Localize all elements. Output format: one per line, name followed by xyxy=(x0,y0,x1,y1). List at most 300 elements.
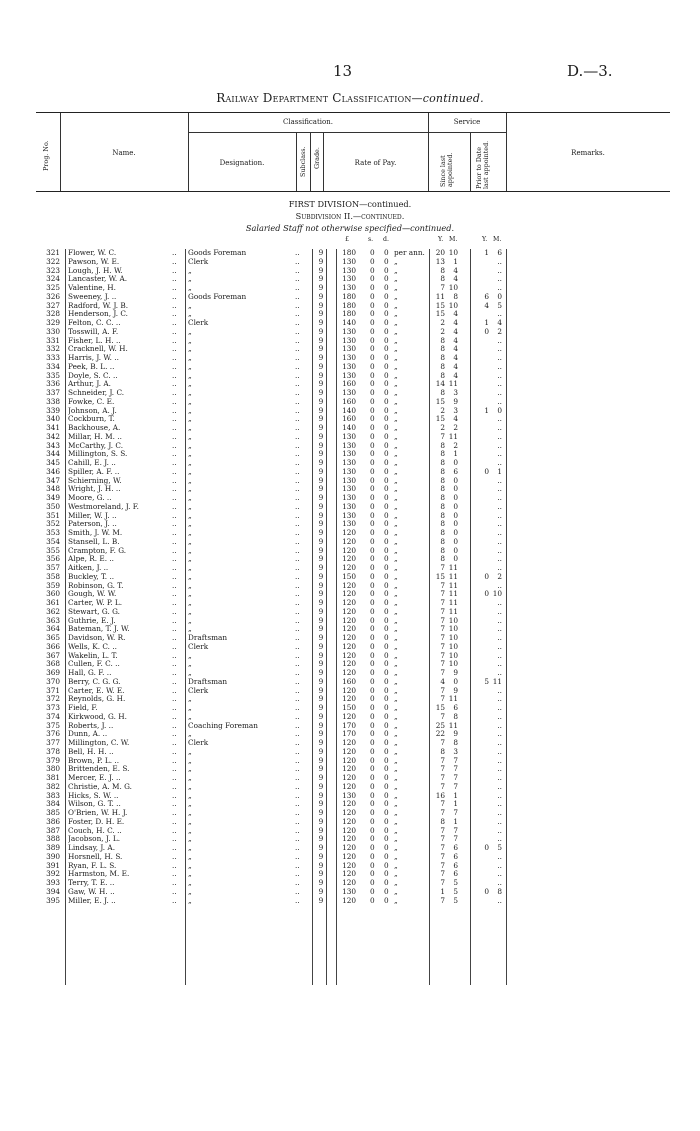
name-cell: Stansell, L. B. xyxy=(68,537,120,546)
leader-dots: .. xyxy=(172,816,177,826)
leader-dots: .. xyxy=(295,633,300,642)
since-years-cell: 8 xyxy=(440,344,445,354)
pay-shillings-cell: 0 xyxy=(370,790,375,800)
pay-pounds-cell: 120 xyxy=(342,668,356,677)
designation-cell: „ xyxy=(188,589,192,599)
since-months-cell: 6 xyxy=(453,860,458,870)
grade-cell: 9 xyxy=(318,860,324,870)
designation-cell: „ xyxy=(188,353,192,362)
table-header xyxy=(36,112,670,192)
prior-months-cell: .. xyxy=(497,659,502,669)
leader-dots: .. xyxy=(172,738,177,747)
leader-dots: .. xyxy=(295,536,300,546)
since-months-cell: 10 xyxy=(448,283,458,292)
since-years-cell: 7 xyxy=(440,563,445,572)
pay-pounds-cell: 120 xyxy=(342,895,356,905)
pay-period-cell: „ xyxy=(394,738,398,747)
prior-months-cell: .. xyxy=(497,475,502,485)
name-cell: Miller, E. J. .. xyxy=(68,896,116,905)
pay-period-cell: „ xyxy=(394,659,398,669)
pay-period-cell: „ xyxy=(394,536,398,546)
name-cell: Doyle, S. C. .. xyxy=(68,371,118,380)
unit-years: Y. xyxy=(438,236,444,243)
leader-dots: .. xyxy=(172,300,177,310)
since-months-cell: 6 xyxy=(453,466,458,476)
leader-dots: .. xyxy=(172,615,177,625)
pay-pounds-cell: 120 xyxy=(342,536,356,546)
pay-period-cell: „ xyxy=(394,440,398,450)
name-cell: Hicks, S. W. .. xyxy=(68,791,119,800)
pay-pounds-cell: 120 xyxy=(342,878,356,887)
since-years-cell: 8 xyxy=(440,388,445,397)
designation-cell: „ xyxy=(188,746,192,756)
pay-pounds-cell: 130 xyxy=(342,475,356,485)
pay-period-cell: „ xyxy=(394,878,398,887)
pay-pence-cell: 0 xyxy=(384,773,389,782)
pay-pounds-cell: 130 xyxy=(342,265,356,275)
prior-months-cell: .. xyxy=(497,606,502,616)
since-years-cell: 8 xyxy=(440,335,445,345)
name-cell: Horsnell, H. S. xyxy=(68,852,123,861)
prior-months-cell: .. xyxy=(497,458,502,467)
since-months-cell: 10 xyxy=(448,300,458,310)
prog-no-cell: 360 xyxy=(46,589,60,599)
leader-dots: .. xyxy=(295,598,300,607)
prior-months-cell: .. xyxy=(497,501,502,511)
name-cell: Bateman, T. J. W. xyxy=(68,625,130,634)
since-months-cell: 4 xyxy=(453,370,458,380)
name-cell: Berry, C. G. G. xyxy=(68,677,121,686)
pay-pence-cell: 0 xyxy=(384,344,389,354)
since-years-cell: 7 xyxy=(440,764,445,774)
pay-shillings-cell: 0 xyxy=(370,379,375,389)
name-cell: Harris, J. W. .. xyxy=(68,354,119,362)
designation-cell: „ xyxy=(188,615,192,625)
since-years-cell: 7 xyxy=(440,650,445,660)
name-cell: Smith, J. W. M. xyxy=(68,529,123,537)
prior-months-cell: .. xyxy=(497,641,502,651)
since-years-cell: 2 xyxy=(440,423,445,432)
prior-months-cell: .. xyxy=(497,379,502,389)
since-months-cell: 3 xyxy=(453,388,458,397)
pay-period-cell: „ xyxy=(394,729,398,739)
since-years-cell: 8 xyxy=(440,353,445,362)
pay-pence-cell: 0 xyxy=(384,283,389,292)
pay-pounds-cell: 170 xyxy=(342,729,356,739)
prog-no-cell: 352 xyxy=(46,519,60,529)
name-cell: Mercer, E. J. .. xyxy=(68,774,121,782)
leader-dots: .. xyxy=(295,326,300,336)
pay-pence-cell: 0 xyxy=(384,493,389,502)
leader-dots: .. xyxy=(295,869,300,879)
leader-dots: .. xyxy=(172,361,177,371)
name-cell: O'Brien, W. H. J. xyxy=(68,809,128,817)
pay-shillings-cell: 0 xyxy=(370,764,375,774)
since-years-cell: 7 xyxy=(440,878,445,887)
leader-dots: .. xyxy=(295,799,300,809)
col-prior-to-date: Prior to Date last appointed. xyxy=(475,140,490,189)
pay-pence-cell: 0 xyxy=(384,633,389,642)
pay-pounds-cell: 120 xyxy=(342,808,356,817)
prior-months-cell: .. xyxy=(497,414,502,424)
leader-dots: .. xyxy=(172,493,177,502)
pay-pounds-cell: 130 xyxy=(342,519,356,529)
prior-months-cell: 5 xyxy=(497,300,502,310)
pay-pence-cell: 0 xyxy=(384,379,389,389)
leader-dots: .. xyxy=(172,869,177,879)
pay-shillings-cell: 0 xyxy=(370,834,375,844)
pay-pence-cell: 0 xyxy=(384,291,389,301)
leader-dots: .. xyxy=(172,886,177,896)
prior-months-cell: .. xyxy=(497,668,502,677)
pay-pounds-cell: 120 xyxy=(342,641,356,651)
pay-pounds-cell: 130 xyxy=(342,326,356,336)
leader-dots: .. xyxy=(172,388,177,397)
since-months-cell: 4 xyxy=(453,414,458,424)
leader-dots: .. xyxy=(172,781,177,791)
name-cell: Reynolds, G. H. xyxy=(68,695,126,704)
since-years-cell: 7 xyxy=(440,895,445,905)
pay-pence-cell: 0 xyxy=(384,816,389,826)
leader-dots: .. xyxy=(295,589,300,599)
designation-cell: „ xyxy=(188,563,192,572)
pay-pence-cell: 0 xyxy=(384,615,389,625)
leader-dots: .. xyxy=(172,274,177,284)
pay-pence-cell: 0 xyxy=(384,851,389,861)
pay-shillings-cell: 0 xyxy=(370,265,375,275)
since-years-cell: 7 xyxy=(440,869,445,879)
leader-dots: .. xyxy=(172,860,177,870)
grade-cell: 9 xyxy=(318,335,324,345)
prior-months-cell: .. xyxy=(497,493,502,502)
designation-cell: „ xyxy=(188,370,192,380)
staff-table-body xyxy=(0,249,700,905)
prog-no-cell: 323 xyxy=(46,265,60,275)
leader-dots: .. xyxy=(172,790,177,800)
pay-period-cell: „ xyxy=(394,528,398,537)
since-months-cell: 10 xyxy=(448,633,458,642)
designation-cell: „ xyxy=(188,484,192,494)
pay-pounds-cell: 180 xyxy=(342,309,356,319)
name-cell: Lindsay, J. A. xyxy=(68,844,116,852)
prog-no-cell: 354 xyxy=(46,536,60,546)
pay-period-cell: „ xyxy=(394,746,398,756)
leader-dots: .. xyxy=(295,694,300,704)
pay-pounds-cell: 130 xyxy=(342,361,356,371)
pay-pounds-cell: 150 xyxy=(342,703,356,712)
prior-months-cell: .. xyxy=(497,694,502,704)
since-months-cell: 1 xyxy=(453,256,458,266)
leader-dots: .. xyxy=(172,633,177,642)
prog-no-cell: 388 xyxy=(46,834,60,844)
pay-pounds-cell: 120 xyxy=(342,843,356,852)
pay-period-cell: „ xyxy=(394,431,398,441)
leader-dots: .. xyxy=(172,668,177,677)
leader-dots: .. xyxy=(295,878,300,887)
pay-shillings-cell: 0 xyxy=(370,808,375,817)
pay-pence-cell: 0 xyxy=(384,370,389,380)
table-title-main: Railway Department Classification xyxy=(216,91,412,105)
pay-period-cell: „ xyxy=(394,860,398,870)
prog-no-cell: 328 xyxy=(46,309,60,319)
since-months-cell: 0 xyxy=(453,484,458,494)
prog-no-cell: 333 xyxy=(46,353,60,362)
since-years-cell: 15 xyxy=(435,300,445,310)
prior-months-cell: .. xyxy=(497,790,502,800)
col-rate-of-pay: Rate of Pay. xyxy=(354,159,397,167)
since-years-cell: 8 xyxy=(440,475,445,485)
prior-years-cell: 5 xyxy=(484,676,489,686)
prior-months-cell: .. xyxy=(497,554,502,564)
leader-dots: .. xyxy=(172,318,177,327)
since-months-cell: 8 xyxy=(453,711,458,721)
prior-months-cell: .. xyxy=(497,703,502,712)
col-designation: Designation. xyxy=(219,159,265,167)
pay-pence-cell: 0 xyxy=(384,423,389,432)
prog-no-cell: 366 xyxy=(46,641,60,651)
pay-pence-cell: 0 xyxy=(384,335,389,345)
since-years-cell: 8 xyxy=(440,554,445,564)
pay-pounds-cell: 120 xyxy=(342,598,356,607)
pay-shillings-cell: 0 xyxy=(370,501,375,511)
grade-cell: 9 xyxy=(318,274,324,284)
pay-pence-cell: 0 xyxy=(384,729,389,739)
pay-period-cell: „ xyxy=(394,615,398,625)
since-months-cell: 0 xyxy=(453,458,458,467)
leader-dots: .. xyxy=(295,309,300,319)
leader-dots: .. xyxy=(295,501,300,511)
leader-dots: .. xyxy=(172,641,177,651)
prog-no-cell: 324 xyxy=(46,274,60,284)
since-years-cell: 25 xyxy=(435,720,445,730)
designation-cell: Clerk xyxy=(188,685,209,695)
pay-shillings-cell: 0 xyxy=(370,659,375,669)
grade-cell: 9 xyxy=(318,326,324,336)
pay-pounds-cell: 120 xyxy=(342,528,356,537)
prior-months-cell: .. xyxy=(497,431,502,441)
pay-pounds-cell: 130 xyxy=(342,431,356,441)
pay-pence-cell: 0 xyxy=(384,711,389,721)
designation-cell: „ xyxy=(188,869,192,879)
grade-cell: 9 xyxy=(318,598,324,607)
prog-no-cell: 359 xyxy=(46,580,60,590)
grade-cell: 9 xyxy=(318,851,324,861)
prior-months-cell: .. xyxy=(497,834,502,844)
since-years-cell: 8 xyxy=(440,361,445,371)
since-months-cell: 0 xyxy=(453,676,458,686)
pay-shillings-cell: 0 xyxy=(370,370,375,380)
designation-cell: Coaching Foreman xyxy=(188,720,258,730)
rule xyxy=(470,132,471,191)
pay-pence-cell: 0 xyxy=(384,895,389,905)
prog-no-cell: 368 xyxy=(46,659,60,669)
pay-period-cell: „ xyxy=(394,685,398,695)
leader-dots: .. xyxy=(295,431,300,441)
pay-period-cell: „ xyxy=(394,256,398,266)
since-months-cell: 1 xyxy=(453,790,458,800)
designation-cell: „ xyxy=(188,668,192,677)
since-months-cell: 4 xyxy=(453,309,458,319)
pay-shillings-cell: 0 xyxy=(370,606,375,616)
pay-period-cell: „ xyxy=(394,265,398,275)
since-years-cell: 7 xyxy=(440,781,445,791)
leader-dots: .. xyxy=(172,808,177,817)
pay-period-cell: „ xyxy=(394,571,398,581)
pay-shillings-cell: 0 xyxy=(370,361,375,371)
since-months-cell: 8 xyxy=(453,738,458,747)
grade-cell: 9 xyxy=(318,746,324,756)
grade-cell: 9 xyxy=(318,615,324,625)
designation-cell: „ xyxy=(188,781,192,791)
since-months-cell: 9 xyxy=(453,396,458,406)
pay-period-cell: „ xyxy=(394,449,398,459)
pay-shillings-cell: 0 xyxy=(370,291,375,301)
pay-pence-cell: 0 xyxy=(384,685,389,695)
pay-shillings-cell: 0 xyxy=(370,676,375,686)
grade-cell: 9 xyxy=(318,895,324,905)
prior-months-cell: .. xyxy=(497,256,502,266)
pay-period-cell: „ xyxy=(394,318,398,327)
pay-period-cell: „ xyxy=(394,711,398,721)
unit-years-prior: Y. xyxy=(482,236,488,243)
pay-pence-cell: 0 xyxy=(384,755,389,765)
pay-shillings-cell: 0 xyxy=(370,335,375,345)
grade-cell: 9 xyxy=(318,370,324,380)
pay-pence-cell: 0 xyxy=(384,466,389,476)
pay-period-cell: „ xyxy=(394,300,398,310)
pay-pounds-cell: 130 xyxy=(342,370,356,380)
since-months-cell: 5 xyxy=(453,878,458,887)
pay-period-cell: „ xyxy=(394,764,398,774)
since-years-cell: 14 xyxy=(435,379,445,389)
designation-cell: „ xyxy=(188,825,192,835)
pay-shillings-cell: 0 xyxy=(370,781,375,791)
leader-dots: .. xyxy=(295,738,300,747)
name-cell: Backhouse, A. xyxy=(68,424,121,432)
prog-no-cell: 350 xyxy=(46,501,60,511)
pay-pounds-cell: 120 xyxy=(342,834,356,844)
leader-dots: .. xyxy=(172,843,177,852)
grade-cell: 9 xyxy=(318,606,324,616)
pay-period-cell: „ xyxy=(394,816,398,826)
prog-no-cell: 336 xyxy=(46,379,60,389)
pay-period-cell: „ xyxy=(394,493,398,502)
designation-cell: „ xyxy=(188,414,192,424)
leader-dots: .. xyxy=(295,685,300,695)
grade-cell: 9 xyxy=(318,738,324,747)
grade-cell: 9 xyxy=(318,624,324,634)
prior-months-cell: .. xyxy=(497,869,502,879)
prog-no-cell: 373 xyxy=(46,703,60,712)
pay-shillings-cell: 0 xyxy=(370,773,375,782)
designation-cell: „ xyxy=(188,755,192,765)
col-remarks: Remarks. xyxy=(571,149,605,157)
leader-dots: .. xyxy=(295,729,300,739)
pay-pence-cell: 0 xyxy=(384,458,389,467)
prior-months-cell: .. xyxy=(497,344,502,354)
pay-shillings-cell: 0 xyxy=(370,528,375,537)
name-cell: Tosswill, A. F. xyxy=(68,327,119,336)
pay-pounds-cell: 160 xyxy=(342,396,356,406)
pay-period-cell: „ xyxy=(394,703,398,712)
leader-dots: .. xyxy=(295,528,300,537)
pay-pence-cell: 0 xyxy=(384,475,389,485)
pay-period-cell: „ xyxy=(394,825,398,835)
name-cell: Robinson, G. T. xyxy=(68,581,124,590)
prog-no-cell: 387 xyxy=(46,825,60,835)
pay-shillings-cell: 0 xyxy=(370,825,375,835)
pay-shillings-cell: 0 xyxy=(370,414,375,424)
pay-pence-cell: 0 xyxy=(384,563,389,572)
pay-pounds-cell: 180 xyxy=(342,248,356,257)
since-years-cell: 7 xyxy=(440,694,445,704)
prior-years-cell: 0 xyxy=(484,843,489,852)
leader-dots: .. xyxy=(172,563,177,572)
grade-cell: 9 xyxy=(318,414,324,424)
prog-no-cell: 348 xyxy=(46,484,60,494)
grade-cell: 9 xyxy=(318,808,324,817)
pay-shillings-cell: 0 xyxy=(370,519,375,529)
pay-shillings-cell: 0 xyxy=(370,729,375,739)
leader-dots: .. xyxy=(172,353,177,362)
since-years-cell: 7 xyxy=(440,598,445,607)
pay-period-cell: „ xyxy=(394,886,398,896)
prog-no-cell: 330 xyxy=(46,326,60,336)
leader-dots: .. xyxy=(295,746,300,756)
leader-dots: .. xyxy=(295,886,300,896)
leader-dots: .. xyxy=(295,458,300,467)
grade-cell: 9 xyxy=(318,834,324,844)
prior-years-cell: 0 xyxy=(484,589,489,599)
leader-dots: .. xyxy=(295,283,300,292)
pay-pence-cell: 0 xyxy=(384,396,389,406)
pay-shillings-cell: 0 xyxy=(370,633,375,642)
since-years-cell: 8 xyxy=(440,484,445,494)
prior-months-cell: .. xyxy=(497,650,502,660)
pay-period-cell: „ xyxy=(394,396,398,406)
pay-pence-cell: 0 xyxy=(384,694,389,704)
leader-dots: .. xyxy=(172,449,177,459)
prior-months-cell: .. xyxy=(497,878,502,887)
designation-cell: „ xyxy=(188,431,192,441)
leader-dots: .. xyxy=(172,291,177,301)
since-years-cell: 7 xyxy=(440,659,445,669)
prog-no-cell: 347 xyxy=(46,475,60,485)
pay-pence-cell: 0 xyxy=(384,571,389,581)
name-cell: Cullen, F. C. .. xyxy=(68,660,120,669)
designation-cell: „ xyxy=(188,283,192,292)
grade-cell: 9 xyxy=(318,729,324,739)
unit-pence: d. xyxy=(383,236,389,243)
pay-shillings-cell: 0 xyxy=(370,274,375,284)
pay-shillings-cell: 0 xyxy=(370,510,375,520)
since-years-cell: 15 xyxy=(435,396,445,406)
designation-cell: „ xyxy=(188,475,192,485)
grade-cell: 9 xyxy=(318,519,324,529)
prior-months-cell: .. xyxy=(497,335,502,345)
since-months-cell: 7 xyxy=(453,781,458,791)
pay-pounds-cell: 130 xyxy=(342,458,356,467)
prog-no-cell: 362 xyxy=(46,606,60,616)
pay-pounds-cell: 120 xyxy=(342,764,356,774)
pay-pence-cell: 0 xyxy=(384,886,389,896)
since-years-cell: 7 xyxy=(440,799,445,809)
pay-pounds-cell: 130 xyxy=(342,886,356,896)
leader-dots: .. xyxy=(295,370,300,380)
prog-no-cell: 367 xyxy=(46,650,60,660)
name-cell: Crampton, F. G. xyxy=(68,546,127,555)
since-months-cell: 10 xyxy=(448,641,458,651)
